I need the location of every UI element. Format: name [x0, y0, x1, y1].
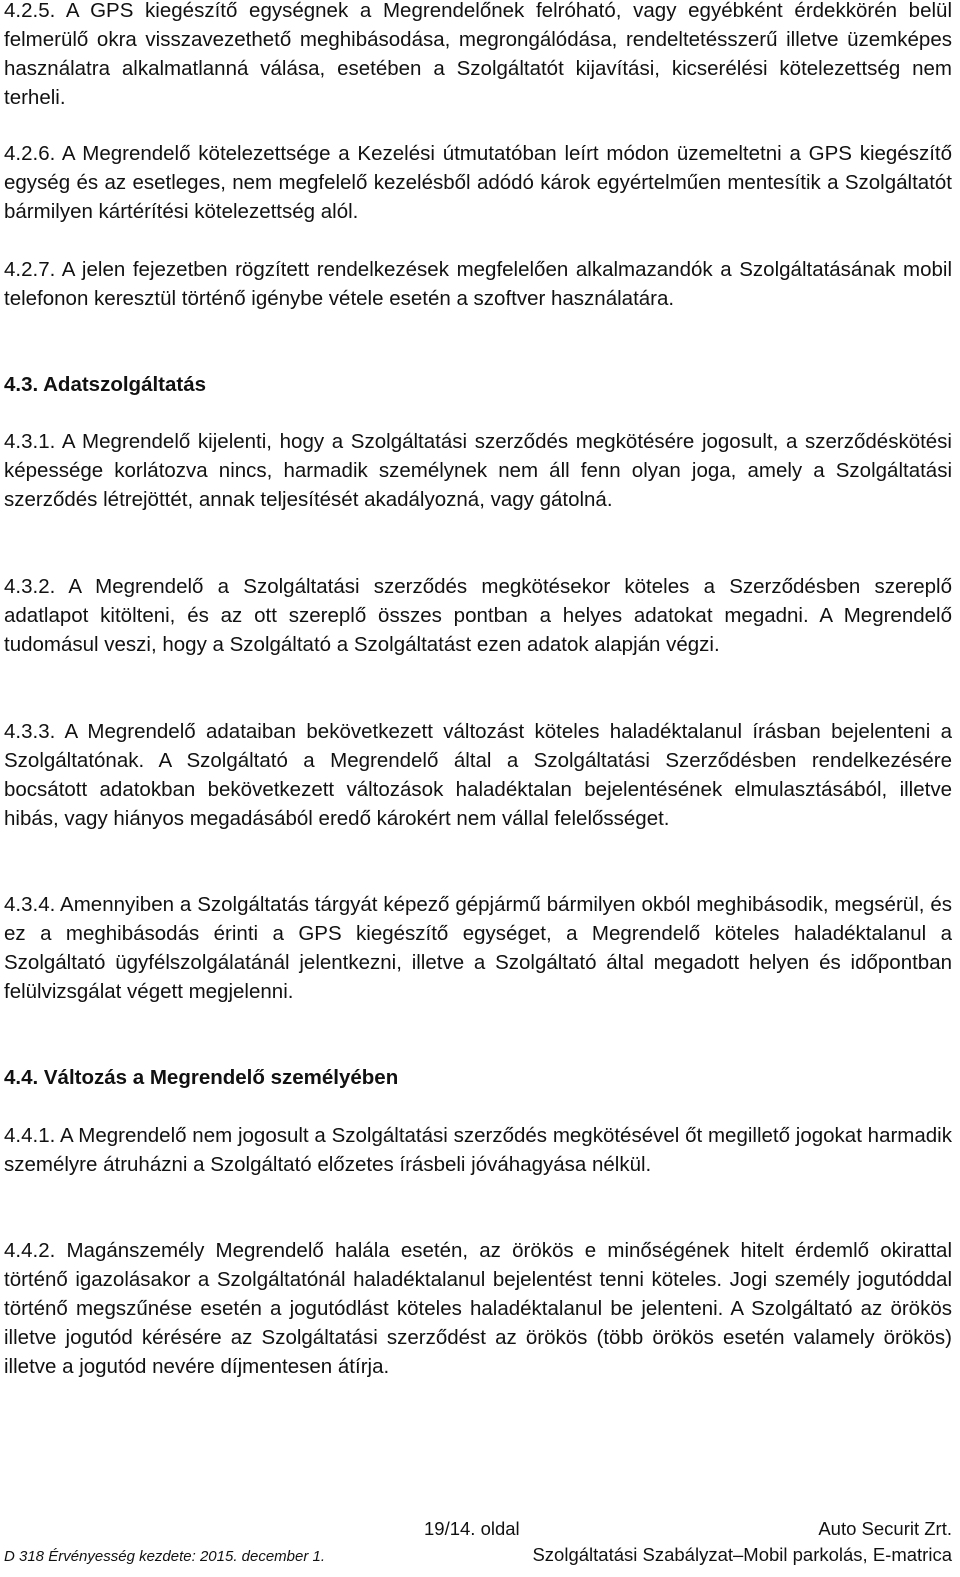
paragraph-4-4-2: 4.4.2. Magánszemély Megrendelő halála esetén, az örökös e minőségének hitelt érdemlő okirattal történő igazolásakor a Szolgáltatónál haladéktalanul bejelentést tenni köteles. Jogi személy jogutóddal történő megszűnése esetén a jogutódlást köteles haladéktalanul be jelenteni. A Szolgáltató az örökös illetve jogutód kérésére az Szolgáltatási szerződést az örökös (több örökös esetén valamely örökös) illetve a jogutód nevére díjmentesen átírja. [4, 1239, 952, 1378]
page-footer [4, 1516, 952, 1576]
paragraph-4-3-3: 4.3.3. A Megrendelő adataiban bekövetkezett változást köteles haladéktalanul írásban bejelenteni a Szolgáltatónak. A Szolgáltató a Megrendelő által a Szolgáltatási Szerződésben rendelkezésére bocsátott adatokban bekövetkezett változások haladéktalan bejelentésének elmulasztásából, illetve hibás, vagy hiányos megadásából eredő károkért nem vállal felelősséget. [4, 720, 952, 830]
paragraph-4-2-7: 4.2.7. A jelen fejezetben rögzített rendelkezések megfelelően alkalmazandók a Szolgáltatásának mobil telefonon keresztül történő igénybe vétele esetén a szoftver használatára. [4, 258, 952, 310]
document-code: D 318 Érvényesség kezdete: 2015. december 1. [4, 1548, 326, 1565]
section-heading-4-4: 4.4. Változás a Megrendelő személyében [4, 1066, 399, 1089]
document-title: Szolgáltatási Szabályzat–Mobil parkolás, E-matrica [532, 1544, 952, 1565]
paragraph-4-2-6: 4.2.6. A Megrendelő kötelezettsége a Kezelési útmutatóban leírt módon üzemeltetni a GPS kiegészítő egység és az esetleges, nem megfelelő kezelésből adódó károk egyértelműen mentesítik a Szolgáltatót bármilyen kártérítési kötelezettség alól. [4, 142, 952, 223]
paragraph-4-3-4: 4.3.4. Amennyiben a Szolgáltatás tárgyát képező gépjármű bármilyen okból meghibásodik, megsérül, és ez a meghibásodás érinti a GPS kiegészítő egységet, a Megrendelő köteles haladéktalanul a Szolgáltató ügyfélszolgálatánál jelentkezni, illetve a Szolgáltató által megadott helyen és időpontban felülvizsgálat végett megjelenni. [4, 893, 952, 1003]
company-name: Auto Securit Zrt. [818, 1518, 952, 1539]
paragraph-4-4-1: 4.4.1. A Megrendelő nem jogosult a Szolgáltatási szerződés megkötésével őt megillető jogokat harmadik személyre átruházni a Szolgáltató előzetes írásbeli jóváhagyása nélkül. [4, 1124, 952, 1176]
section-heading-4-3: 4.3. Adatszolgáltatás [4, 373, 207, 396]
paragraph-4-2-5: 4.2.5. A GPS kiegészítő egységnek a Megrendelőnek felróható, vagy egyébként érdekkörén belül felmerülő okra visszavezethető meghibásodása, megrongálódása, rendeltetésszerű illetve üzemképes használatra alkalmatlanná válása, esetében a Szolgáltatót kijavítási, kicserélési kötelezettség nem terheli. [4, 0, 952, 109]
page-number: 19/14. oldal [424, 1518, 520, 1539]
paragraph-4-3-1: 4.3.1. A Megrendelő kijelenti, hogy a Szolgáltatási szerződés megkötésére jogosult, a szerződéskötési képessége korlátozva nincs, harmadik személynek nem áll fenn olyan joga, amely a Szolgáltatási szerződés létrejöttét, annak teljesítését akadályozná, vagy gátolná. [4, 430, 952, 511]
paragraph-4-3-2: 4.3.2. A Megrendelő a Szolgáltatási szerződés megkötésekor köteles a Szerződésben szereplő adatlapot kitölteni, és az ott szereplő összes pontban a helyes adatokat megadni. A Megrendelő tudomásul veszi, hogy a Szolgáltató a Szolgáltatást ezen adatok alapján végzi. [4, 575, 952, 656]
